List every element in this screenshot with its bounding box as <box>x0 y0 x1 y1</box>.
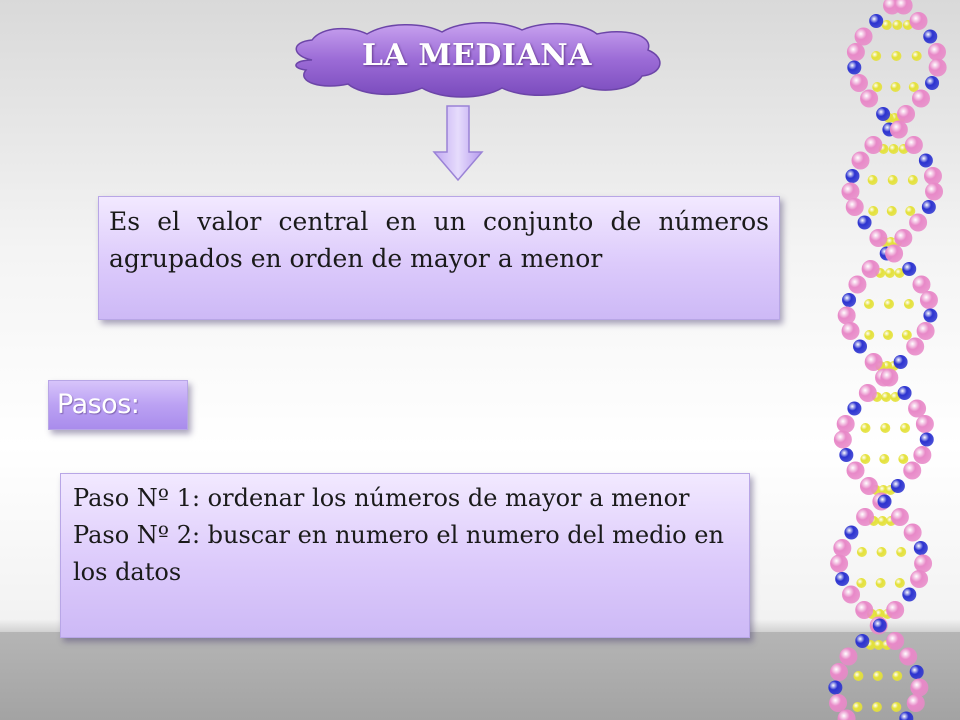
steps-label-box <box>48 380 188 430</box>
dna-base <box>860 423 870 433</box>
dna-bead <box>835 572 849 586</box>
dna-base <box>889 144 899 154</box>
dna-base <box>856 578 866 588</box>
dna-base <box>864 299 874 309</box>
dna-bead <box>891 508 909 526</box>
steps-box <box>60 473 750 638</box>
dna-bead <box>902 588 916 602</box>
dna-bead <box>912 90 930 108</box>
dna-base <box>873 671 883 681</box>
dna-bead <box>837 415 855 433</box>
dna-bead <box>855 28 873 46</box>
dna-bead <box>839 648 857 666</box>
down-arrow-icon <box>432 104 484 182</box>
dna-base <box>876 578 886 588</box>
dna-bead <box>886 601 904 619</box>
dna-bead <box>862 260 880 278</box>
floor-band <box>0 632 960 720</box>
dna-base <box>900 423 910 433</box>
definition-box <box>98 196 780 320</box>
dna-bead <box>847 61 861 75</box>
dna-bead <box>897 105 915 123</box>
dna-bead <box>919 154 933 168</box>
dna-bead <box>909 214 927 232</box>
dna-bead <box>912 276 930 294</box>
dna-bead <box>838 307 856 325</box>
dna-bead <box>925 76 939 90</box>
dna-bead <box>848 276 866 294</box>
dna-bead <box>834 431 852 449</box>
dna-base <box>868 175 878 185</box>
dna-bead <box>847 43 865 61</box>
dna-bead <box>842 293 856 307</box>
dna-bead <box>878 495 892 509</box>
dna-bead <box>910 570 928 588</box>
dna-base <box>891 82 901 92</box>
dna-bead <box>885 245 903 263</box>
dna-bead <box>851 152 869 170</box>
dna-bead <box>917 322 935 340</box>
dna-bead <box>869 229 887 247</box>
dna-bead <box>910 665 924 679</box>
dna-bead <box>839 448 853 462</box>
dna-base <box>882 20 892 30</box>
dna-bead <box>902 262 916 276</box>
dna-base <box>877 516 887 526</box>
dna-base <box>892 671 902 681</box>
dna-base <box>884 299 894 309</box>
dna-base <box>853 671 863 681</box>
dna-bead <box>855 601 873 619</box>
dna-bead <box>846 198 864 216</box>
dna-base <box>908 175 918 185</box>
dna-bead <box>886 632 904 650</box>
dna-bead <box>844 526 858 540</box>
dna-bead <box>833 539 851 557</box>
dna-base <box>904 299 914 309</box>
dna-bead <box>924 167 942 185</box>
dna-bead <box>894 355 908 369</box>
dna-bead <box>920 291 938 309</box>
definition-text: Es el valor central en un conjunto de números agrupados en orden de mayor a menor <box>109 207 769 273</box>
dna-base <box>883 330 893 340</box>
dna-bead <box>829 694 847 712</box>
dna-bead <box>842 322 860 340</box>
dna-bead <box>865 353 883 371</box>
dna-bead <box>903 462 921 480</box>
dna-bead <box>841 183 859 201</box>
dna-bead <box>914 555 932 573</box>
dna-bead <box>907 694 925 712</box>
step-1: Paso Nº 1: ordenar los números de mayor a menor <box>73 484 690 512</box>
dna-bead <box>860 90 878 108</box>
dna-bead <box>913 446 931 464</box>
dna-base <box>868 206 878 216</box>
dna-helix-decoration <box>820 0 960 720</box>
dna-bead <box>908 400 926 418</box>
dna-bead <box>830 555 848 573</box>
dna-bead <box>898 386 912 400</box>
dna-base <box>860 454 870 464</box>
dna-bead <box>910 12 928 30</box>
dna-base <box>885 268 895 278</box>
dna-bead <box>899 648 917 666</box>
dna-bead <box>891 479 905 493</box>
dna-bead <box>922 200 936 214</box>
dna-base <box>912 51 922 61</box>
dna-base <box>872 82 882 92</box>
dna-base <box>881 392 891 402</box>
dna-bead <box>860 477 878 495</box>
dna-base <box>888 175 898 185</box>
dna-bead <box>873 619 887 633</box>
dna-bead <box>904 524 922 542</box>
dna-bead <box>830 663 848 681</box>
dna-bead <box>925 183 943 201</box>
dna-bead <box>859 384 877 402</box>
dna-bead <box>828 681 842 695</box>
dna-bead <box>923 309 937 323</box>
dna-bead <box>876 107 890 121</box>
dna-bead <box>869 14 883 28</box>
dna-bead <box>928 43 946 61</box>
dna-base <box>892 20 902 30</box>
dna-base <box>898 454 908 464</box>
dna-bead <box>855 634 869 648</box>
dna-bead <box>899 712 913 720</box>
dna-bead <box>850 74 868 92</box>
dna-bead <box>894 229 912 247</box>
dna-base <box>872 702 882 712</box>
dna-base <box>895 578 905 588</box>
dna-base <box>887 206 897 216</box>
dna-bead <box>905 136 923 154</box>
dna-bead <box>910 679 928 697</box>
dna-bead <box>864 136 882 154</box>
dna-bead <box>847 402 861 416</box>
dna-bead <box>916 415 934 433</box>
dna-bead <box>906 338 924 356</box>
dna-bead <box>914 541 928 555</box>
dna-base <box>864 330 874 340</box>
dna-bead <box>853 340 867 354</box>
dna-base <box>879 454 889 464</box>
dna-bead <box>847 462 865 480</box>
dna-bead <box>842 586 860 604</box>
dna-bead <box>858 216 872 230</box>
dna-base <box>877 547 887 557</box>
dna-base <box>896 547 906 557</box>
dna-base <box>902 330 912 340</box>
dna-base <box>852 702 862 712</box>
dna-base <box>871 51 881 61</box>
dna-bead <box>929 59 947 77</box>
step-2: Paso Nº 2: buscar en numero el numero del medio en los datos <box>73 521 724 586</box>
dna-bead <box>845 169 859 183</box>
dna-bead <box>920 433 934 447</box>
dna-base <box>880 423 890 433</box>
dna-base <box>905 206 915 216</box>
slide-title: LA MEDIANA <box>362 38 592 73</box>
dna-bead <box>880 369 898 387</box>
dna-base <box>891 702 901 712</box>
dna-bead <box>856 508 874 526</box>
dna-base <box>891 51 901 61</box>
steps-label: Pasos: <box>57 389 140 420</box>
dna-base <box>857 547 867 557</box>
dna-bead <box>923 30 937 44</box>
dna-bead <box>890 121 908 139</box>
